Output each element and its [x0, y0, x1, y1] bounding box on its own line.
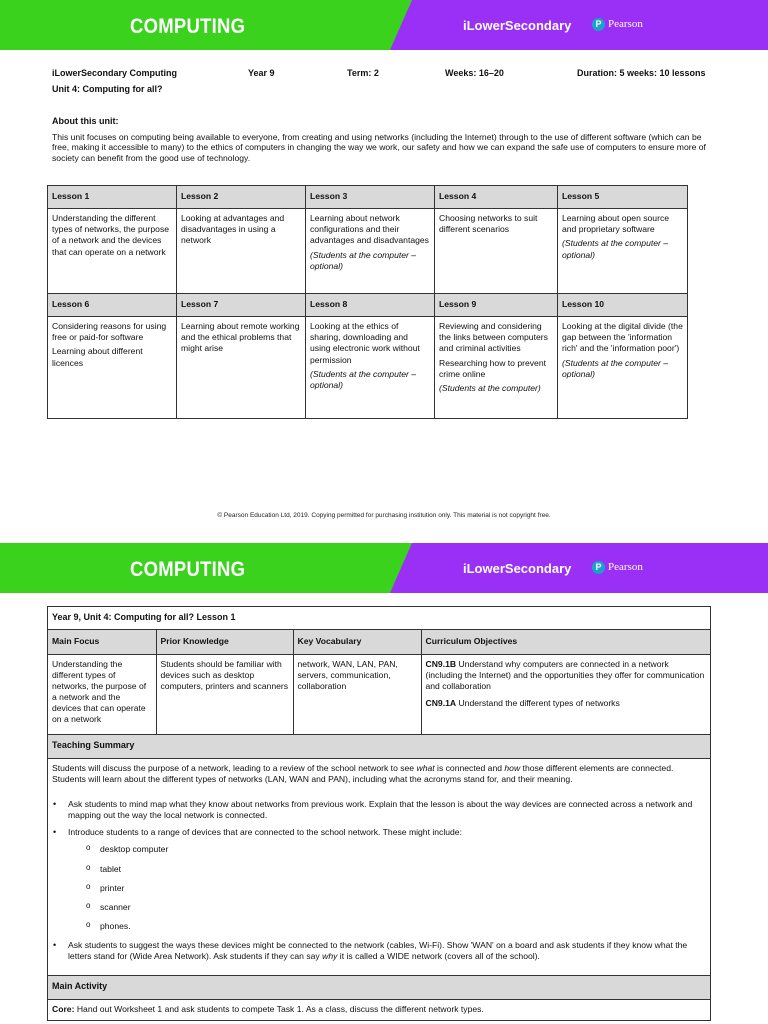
objective-text: Understand the different types of networks	[458, 698, 620, 709]
lesson-note: (Students at the computer – optional)	[310, 249, 417, 271]
lesson-header: Lesson 10	[558, 294, 688, 317]
lesson-cell	[48, 209, 177, 294]
lesson-cell	[306, 209, 435, 294]
device-item: o printer	[68, 883, 706, 894]
lesson-extra: Researching how to prevent crime online	[439, 357, 547, 379]
copyright-footer: © Pearson Education Ltd, 2019. Copying permitted for purchasing institution only. This material is not copyright free.	[217, 512, 551, 519]
overview-header-row	[48, 630, 710, 654]
pearson-icon: P	[592, 18, 605, 31]
term-label: Term: 2	[347, 68, 379, 78]
main-focus-text: Understanding the different types of networks, the purpose of a network and the devices that can operate on a network	[48, 654, 156, 734]
lesson-cell	[558, 209, 688, 294]
lessons-table	[47, 185, 688, 419]
lesson-description: Learning about network configurations and their advantages and disadvantages	[310, 213, 429, 246]
core-label: Core:	[52, 1003, 75, 1014]
lesson-header: Lesson 3	[306, 186, 435, 209]
prior-knowledge-text: Students should be familiar with devices such as desktop computers, printers and scanners	[156, 654, 293, 734]
lesson-header: Lesson 8	[306, 294, 435, 317]
lesson-plan-title: Year 9, Unit 4: Computing for all? Lesson 1	[48, 607, 710, 630]
device-item: o scanner	[68, 902, 706, 913]
device-list	[68, 844, 706, 932]
lesson-plan	[47, 606, 711, 1021]
lesson-cell	[435, 317, 558, 419]
lesson-description: Learning about open source and proprietary software	[562, 213, 670, 235]
core-activity	[48, 1000, 710, 1020]
about-heading: About this unit:	[52, 116, 119, 126]
lesson-cell	[48, 317, 177, 419]
core-text: Hand out Worksheet 1 and ask students to compete Task 1. As a class, discuss the different network types.	[74, 1003, 484, 1014]
banner-accent	[390, 0, 768, 50]
banner-accent	[390, 543, 768, 593]
publisher-name: Pearson	[608, 18, 643, 30]
lesson-header: Lesson 2	[177, 186, 306, 209]
lesson-plan-overview-table	[48, 630, 710, 735]
lesson-note: (Students at the computer)	[439, 382, 541, 393]
lesson-description: Reviewing and considering the links between computers and criminal activities	[439, 321, 548, 354]
teaching-summary-heading: Teaching Summary	[48, 735, 710, 759]
about-text: This unit focuses on computing being available to everyone, from creating and using networks (including the Internet) through to the use of different software (which can be free, making it accessible to many) to the ethics of computers in changing the way we work, our safety and how we can expand the safe use of computers to ensure more of society can benefit from the good use of technology.	[52, 132, 706, 163]
objective-item	[426, 698, 707, 709]
header-banner	[0, 0, 768, 50]
publisher-logo	[592, 561, 643, 575]
lesson-header: Lesson 1	[48, 186, 177, 209]
objective-item	[426, 659, 707, 693]
main-focus-header: Main Focus	[48, 630, 156, 654]
summary-intro: Students will discuss the purpose of a network, leading to a review of the school network to see what is connected and how those different elements are connected. Students will learn about the different types of networks (LAN, WAN and PAN), including what the acronyms stand for, and their meaning.	[52, 762, 674, 784]
weeks-label: Weeks: 16–20	[445, 68, 504, 78]
pearson-icon: P	[592, 561, 605, 574]
lesson-header: Lesson 6	[48, 294, 177, 317]
banner-title: COMPUTING	[130, 15, 246, 38]
lesson-description: Looking at advantages and disadvantages in using a network	[181, 213, 285, 246]
lessons-header-row-1	[48, 186, 688, 209]
brand-name: iLowerSecondary	[463, 561, 572, 576]
lesson-cell	[177, 209, 306, 294]
lesson-description: Learning about remote working and the ethical problems that might arise	[181, 321, 300, 354]
brand-name: iLowerSecondary	[463, 18, 572, 33]
device-item: o desktop computer	[68, 844, 706, 855]
summary-bullet: • Introduce students to a range of devices that are connected to the school network. These might include: o desktop computer o tablet o printer o scanner o phones.	[52, 827, 706, 932]
summary-bullets	[52, 799, 706, 963]
curriculum-objectives-header: Curriculum Objectives	[421, 630, 710, 654]
objective-text: Understand why computers are connected in a network (including the Internet) and the opportunities they offer for communication and collaboration	[425, 658, 705, 691]
lessons-content-row-1	[48, 209, 688, 294]
lesson-note: (Students at the computer – optional)	[562, 238, 669, 260]
lesson-description: Understanding the different types of networks, the purpose of a network and the devices that can operate on a network	[52, 213, 170, 257]
lesson-extra: Learning about different licences	[52, 346, 143, 368]
lesson-header: Lesson 7	[177, 294, 306, 317]
summary-bullet: • Ask students to mind map what they know about networks from previous work. Explain that the lesson is about the way devices are connected across a network and mapping out the way the local network is connected.	[52, 799, 706, 821]
lesson-header: Lesson 5	[558, 186, 688, 209]
overview-content-row	[48, 654, 710, 734]
course-name: iLowerSecondary Computing	[52, 68, 178, 78]
lesson-description: Choosing networks to suit different scenarios	[439, 213, 538, 235]
objective-code: CN9.1A	[425, 698, 457, 709]
year-label: Year 9	[248, 68, 275, 78]
main-activity-heading: Main Activity	[48, 976, 710, 1000]
lesson-header: Lesson 4	[435, 186, 558, 209]
lesson-note: (Students at the computer – optional)	[562, 357, 669, 379]
lesson-description: Looking at the ethics of sharing, downloading and using electronic work without permission	[310, 321, 420, 365]
publisher-name: Pearson	[608, 561, 643, 573]
lesson-cell	[435, 209, 558, 294]
lesson-description: Looking at the digital divide (the gap between the 'information rich' and the 'information poor')	[562, 321, 683, 354]
banner-title: COMPUTING	[130, 558, 246, 581]
lessons-content-row-2	[48, 317, 688, 419]
lessons-header-row-2	[48, 294, 688, 317]
publisher-logo	[592, 18, 643, 32]
teaching-summary	[48, 759, 710, 976]
lesson-note: (Students at the computer – optional)	[310, 368, 417, 390]
unit-title: Unit 4: Computing for all?	[52, 84, 163, 94]
unit-meta-row	[52, 68, 722, 80]
lesson-cell	[558, 317, 688, 419]
key-vocabulary-text: network, WAN, LAN, PAN, servers, communication, collaboration	[293, 654, 421, 734]
objective-code: CN9.1B	[425, 658, 457, 669]
curriculum-objectives-list	[421, 654, 710, 734]
lesson-header: Lesson 9	[435, 294, 558, 317]
lesson-cell	[306, 317, 435, 419]
device-item: o tablet	[68, 864, 706, 875]
lesson-description: Considering reasons for using free or paid-for software	[52, 321, 167, 343]
key-vocabulary-header: Key Vocabulary	[293, 630, 421, 654]
device-item: o phones.	[68, 921, 706, 932]
prior-knowledge-header: Prior Knowledge	[156, 630, 293, 654]
page-2	[0, 543, 768, 1024]
header-banner	[0, 543, 768, 593]
summary-bullet: • Ask students to suggest the ways these devices might be connected to the network (cables, Wi-Fi). Show 'WAN' on a board and ask students if they know what the letters stand for (Wide Area Network). Ask students if they can say why it is called a WIDE network (covers all of the school).	[52, 940, 706, 962]
duration-label: Duration: 5 weeks: 10 lessons	[577, 68, 706, 78]
lesson-cell	[177, 317, 306, 419]
